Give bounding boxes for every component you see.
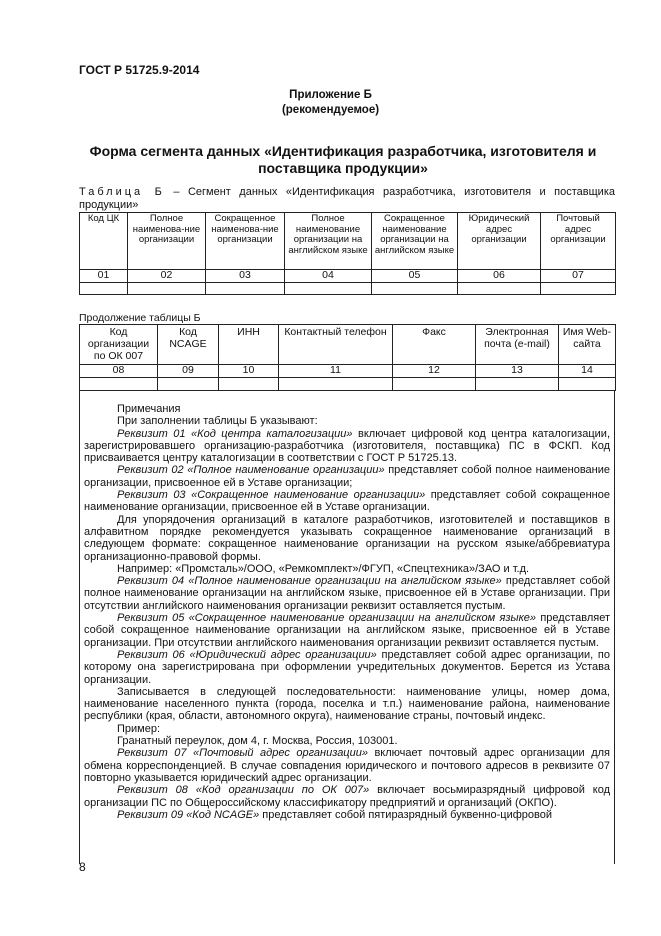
- requisite-name: Реквизит 09 «Код NCAGE»: [117, 808, 260, 821]
- header-cell: Код ЦК: [80, 213, 128, 270]
- document-standard-number: ГОСТ Р 51725.9-2014: [79, 63, 200, 77]
- appendix-title: Приложение Б: [289, 89, 372, 101]
- column-number-cell: 14: [559, 365, 616, 378]
- column-number-row: [80, 270, 616, 283]
- header-cell: Факс: [393, 325, 476, 365]
- header-cell: Сокращенное наименование организации на английском языке: [372, 213, 458, 270]
- note-text: представляет собой сокращенное наименование организации, присвоенное ей в Уставе организации.: [84, 489, 610, 514]
- requisite-name: Реквизит 07 «Почтовый адрес организации»: [117, 747, 368, 760]
- column-number-cell: 02: [128, 270, 206, 283]
- header-cell: Полное наименова-ние организации: [128, 213, 206, 270]
- column-number-cell: 07: [541, 270, 616, 283]
- empty-cell: [285, 283, 372, 295]
- empty-cell: [219, 378, 279, 391]
- header-cell: Сокращенное наименова-ние организации: [206, 213, 285, 270]
- page-number: 8: [79, 860, 86, 874]
- note-text: представляет собой пятиразрядный буквенно-цифровой: [259, 808, 553, 821]
- column-number-cell: 06: [458, 270, 541, 283]
- empty-cell: [206, 283, 285, 295]
- requisite-name: Реквизит 05 «Сокращенное наименование организации на английском языке»: [117, 612, 537, 625]
- empty-cell: [279, 378, 393, 391]
- form-title: Форма сегмента данных «Идентификация разработчика, изготовителя и поставщика продукции»: [89, 143, 597, 176]
- table-caption-label: Таблица Б: [79, 186, 165, 198]
- header-cell: Код организации по ОК 007: [80, 325, 158, 365]
- empty-cell: [128, 283, 206, 295]
- header-cell: Юридический адрес организации: [458, 213, 541, 270]
- note-paragraph: Пример:: [117, 722, 161, 735]
- column-number-cell: 01: [80, 270, 128, 283]
- empty-cell: [541, 283, 616, 295]
- note-paragraph: Гранатный переулок, дом 4, г. Москва, Россия, 103001.: [117, 735, 398, 748]
- column-number-cell: 10: [219, 365, 279, 378]
- note-paragraph: [84, 464, 610, 489]
- header-cell: Полное наименование организации на английском языке: [285, 213, 372, 270]
- empty-data-row: [80, 378, 616, 391]
- requisite-name: Реквизит 01 «Код центра каталогизации»: [117, 427, 353, 440]
- empty-cell: [80, 378, 158, 391]
- table-header-row: [80, 213, 616, 270]
- note-text: представляет собой полное наименование организации на английском языке, присвоенное ей в Уставе организации. При отсутствии английского наименования организации реквизит оставляется пустым.: [84, 575, 610, 612]
- header-cell: Имя Web-сайта: [559, 325, 616, 365]
- note-text: представляет собой адрес организации, по которому она зарегистрирована при оформлении учредительных документов. Берется из Устава организации.: [84, 648, 610, 686]
- note-paragraph: [84, 784, 610, 809]
- note-paragraph: Записывается в следующей последовательности: наименование улицы, номер дома, наименование населенного пункта (города, поселка и т.п.) наименование района, наименование республики (края, области, автономного округа), наименование страны, почтовый индекс.: [84, 685, 610, 723]
- data-segment-table-continuation: [79, 324, 616, 391]
- note-text: представляет собой сокращенное наименование организации на английском языке, присвоенное ей в Уставе организации. При отсутствии английского наименования организации реквизит оставляется пустым.: [84, 612, 610, 649]
- empty-cell: [476, 378, 559, 391]
- notes-heading: Примечания: [117, 403, 181, 415]
- requisite-name: Реквизит 02 «Полное наименование организации»: [117, 464, 385, 477]
- requisite-name: Реквизит 04 «Полное наименование организации на английском языке»: [117, 575, 502, 588]
- note-paragraph: [84, 649, 610, 686]
- header-cell: Электронная почта (e-mail): [476, 325, 559, 365]
- note-paragraph: Для упорядочения организаций в каталоге разработчиков, изготовителей и поставщиков в алфавитном порядке рекомендуется указывать сокращенное наименование организаций в следующем формате: сокращенное наименование организации на русском языке/аббревиатура организационно-правовой формы.: [84, 513, 610, 563]
- empty-cell: [393, 378, 476, 391]
- header-cell: Почтовый адрес организации: [541, 213, 616, 270]
- column-number-cell: 08: [80, 365, 158, 378]
- note-paragraph: [84, 612, 610, 649]
- note-text: представляет собой полное наименование организации, присвоенное ей в Уставе организации;: [84, 464, 610, 489]
- header-cell: ИНН: [219, 325, 279, 365]
- note-paragraph: [84, 428, 610, 465]
- column-number-cell: 13: [476, 365, 559, 378]
- requisite-name: Реквизит 06 «Юридический адрес организации»: [117, 648, 377, 661]
- empty-cell: [80, 283, 128, 295]
- table-caption: [79, 186, 615, 212]
- note-text: включает почтовый адрес организации для обмена корреспонденцией. В случае совпадения юридического и почтового адресов в реквизите 07 повторно указывается юридический адрес организации.: [84, 747, 610, 784]
- requisite-name: Реквизит 03 «Сокращенное наименование организации»: [117, 489, 426, 502]
- note-paragraph: [84, 809, 610, 821]
- data-segment-table: [79, 212, 616, 295]
- column-number-cell: 04: [285, 270, 372, 283]
- note-paragraph: [84, 575, 610, 612]
- column-number-cell: 11: [279, 365, 393, 378]
- appendix-heading: [0, 88, 661, 118]
- note-paragraph: Например: «Промсталь»/ООО, «Ремкомплект»/ФГУП, «Спецтехника»/ЗАО и т.д.: [117, 562, 530, 575]
- header-cell: Контактный телефон: [279, 325, 393, 365]
- header-cell: Код NCAGE: [158, 325, 219, 365]
- empty-cell: [458, 283, 541, 295]
- column-number-cell: 09: [158, 365, 219, 378]
- requisite-name: Реквизит 08 «Код организации по ОК 007»: [117, 784, 370, 797]
- appendix-subtitle: (рекомендуемое): [281, 104, 380, 116]
- table-header-row: [80, 325, 616, 365]
- column-number-cell: 05: [372, 270, 458, 283]
- notes-content: [84, 403, 610, 821]
- column-number-row: [80, 365, 616, 378]
- table-continuation-label: Продолжение таблицы Б: [79, 312, 201, 324]
- note-paragraph: [84, 489, 610, 514]
- notes-intro: При заполнении таблицы Б указывают:: [117, 415, 318, 428]
- empty-data-row: [80, 283, 616, 295]
- note-paragraph: [84, 747, 610, 784]
- table-caption-text: – Сегмент данных «Идентификация разработчика, изготовителя и поставщика продукции»: [79, 186, 615, 211]
- empty-cell: [158, 378, 219, 391]
- empty-cell: [372, 283, 458, 295]
- note-text: включает восьмиразрядный цифровой код организации ПС по Общероссийскому классификатору предприятий и организаций (ОКПО).: [84, 784, 610, 809]
- column-number-cell: 12: [393, 365, 476, 378]
- empty-cell: [559, 378, 616, 391]
- note-text: включает цифровой код центра каталогизации, зарегистрировавшего организацию-разработчика (изготовителя, поставщика) ПС в ФСКП. Код присваивается центру каталогизации в соответствии с ГОСТ Р 51725.13.: [84, 427, 610, 465]
- notes-box: [79, 390, 615, 864]
- column-number-cell: 03: [206, 270, 285, 283]
